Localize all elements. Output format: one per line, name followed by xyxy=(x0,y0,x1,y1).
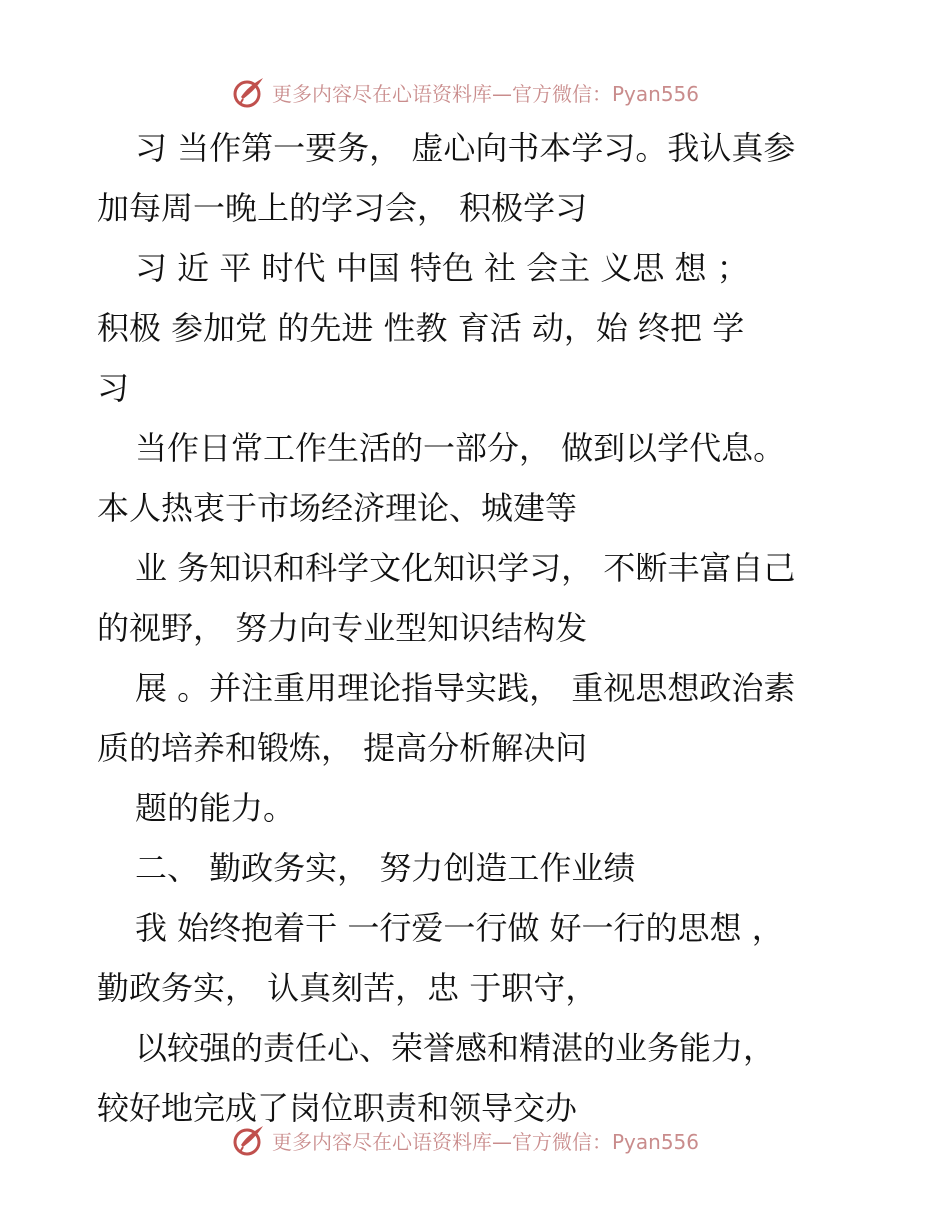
text-line: 习 当作第一要务， 虚心向书本学习。我认真参 xyxy=(135,129,796,167)
footer-banner-text: 更多内容尽在心语资料库—官方微信：Pyan556 xyxy=(272,1129,700,1154)
text-line: 积极 参加党 的先进 性教 育活 动，始 终把 学 xyxy=(97,309,745,347)
text-line: 勤政务实， 认真刻苦，忠 于职守， xyxy=(97,969,598,1007)
text-line: 质的培养和锻炼， 提高分析解决问 xyxy=(97,729,588,767)
text-line: 我 始终抱着干 一行爱一行做 好一行的思想 ， xyxy=(135,909,784,947)
document-body xyxy=(97,118,857,1138)
text-line: 业 务知识和科学文化知识学习， 不断丰富自己 xyxy=(135,549,796,587)
text-line: 习 xyxy=(97,369,130,407)
text-line: 习 近 平 时代 中国 特色 社 会主 义思 想 ； xyxy=(135,249,749,287)
text-line: 以较强的责任心、荣誉感和精湛的业务能力， xyxy=(135,1029,776,1067)
text-line: 加每周一晚上的学习会， 积极学习 xyxy=(97,189,588,227)
header-banner-text: 更多内容尽在心语资料库—官方微信：Pyan556 xyxy=(272,81,700,106)
quill-pen-logo-icon xyxy=(232,75,266,109)
text-line: 当作日常工作生活的一部分， 做到以学代息。 xyxy=(135,429,786,467)
text-line: 较好地完成了岗位职责和领导交办 xyxy=(97,1089,578,1127)
header-watermark-banner xyxy=(232,72,699,112)
section-heading: 二、 勤政务实， 努力创造工作业绩 xyxy=(135,849,636,887)
text-line: 本人热衷于市场经济理论、城建等 xyxy=(97,489,578,527)
text-line: 的视野， 努力向专业型知识结构发 xyxy=(97,609,588,647)
quill-pen-logo-icon xyxy=(232,1123,266,1157)
text-line: 展 。并注重用理论指导实践， 重视思想政治素 xyxy=(135,669,796,707)
text-line: 题的能力。 xyxy=(135,789,296,827)
footer-watermark-banner xyxy=(232,1120,699,1160)
